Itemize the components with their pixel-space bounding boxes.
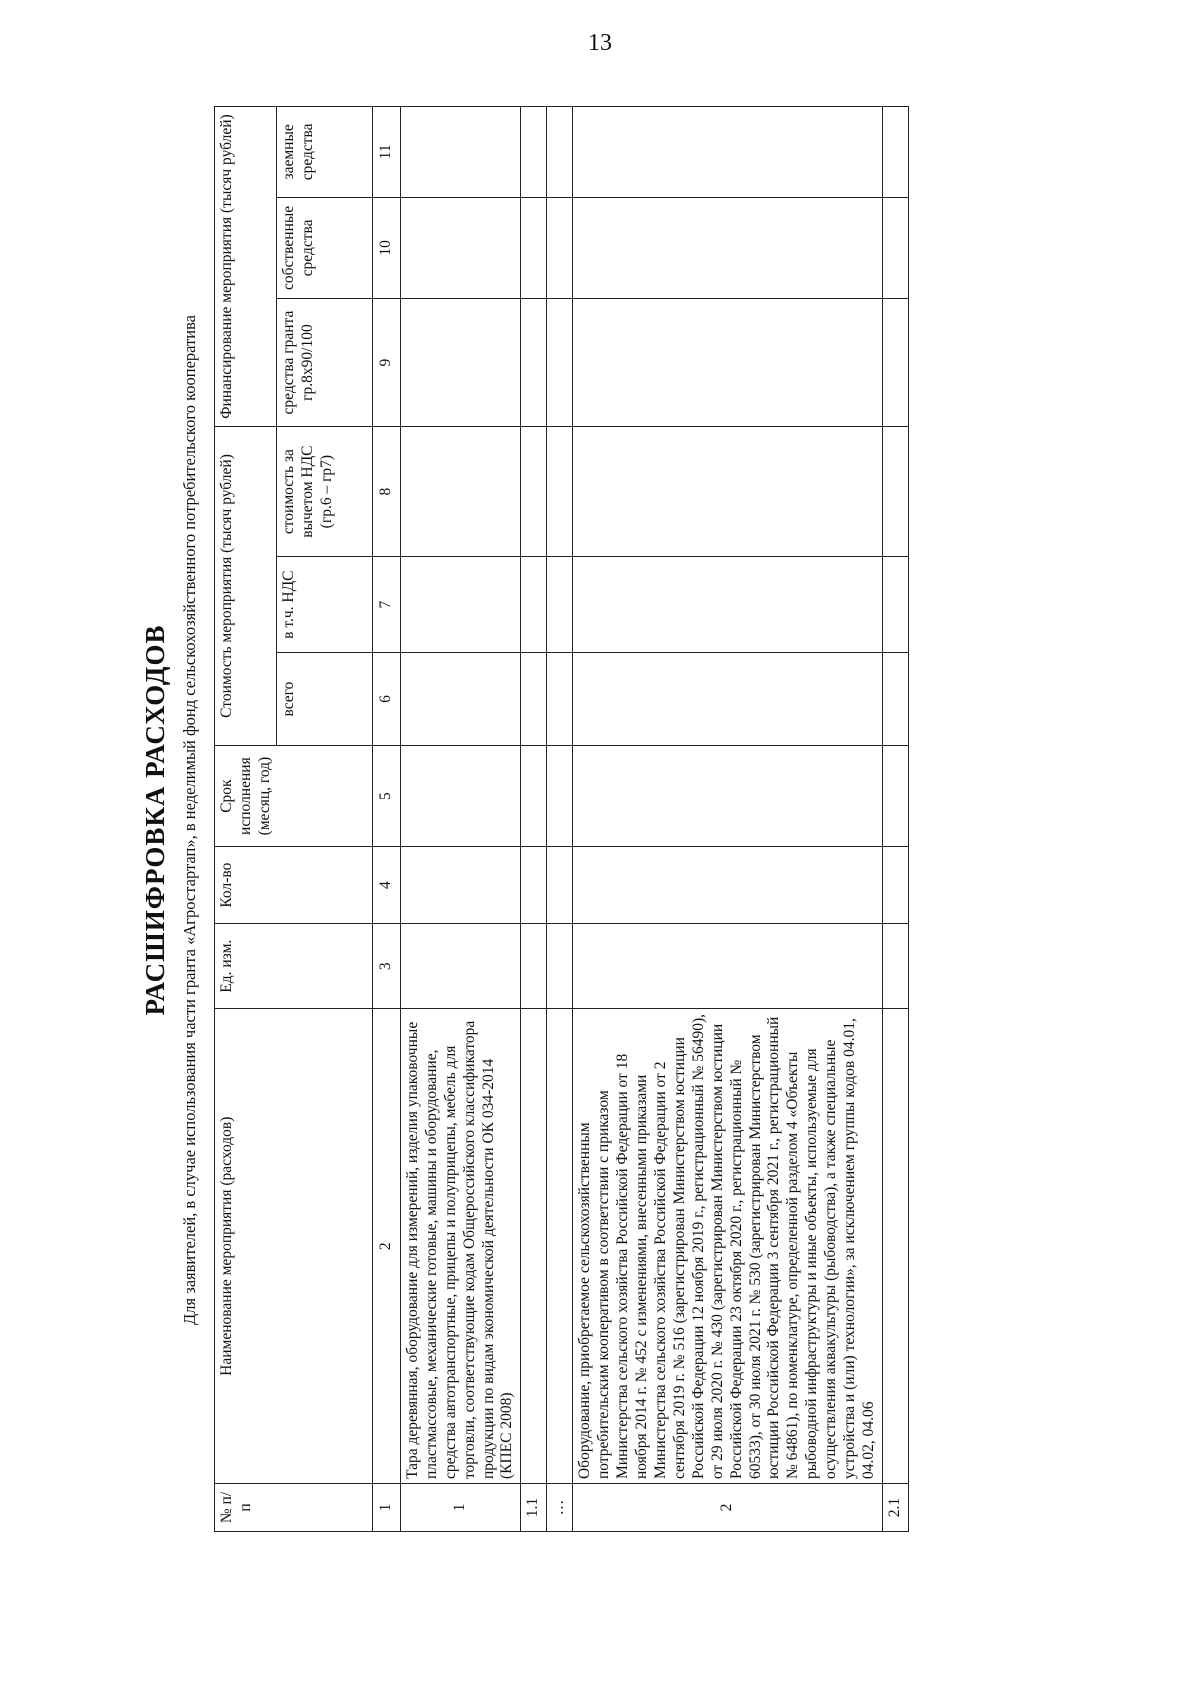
- row-name: Оборудование, приобретаемое сельскохозяйственным потребительским кооперативом в соответствии с приказом Министерства сельского хозяйства Российской Федерации от 18 ноября 2014 г. № 452 с изменениями, внесенными приказами Министерства сельского хозяйства Российской Федерации от 2 сентября 2019 г. № 516 (зарегистрирован Министерством юстиции Российской Федерации 12 ноября 2019 г., регистрационный № 56490), от 29 июля 2020 г. № 430 (зарегистрирован Министерством юстиции Российской Федерации 23 октября 2020 г., регистрационный № 60533), от 30 июля 2021 г. № 530 (зарегистрирован Министерством юстиции Российской Федерации 3 сентября 2021 г., регистрационный № 64861), по номенклатуре, определенной разделом 4 «Объекты рыбоводной инфраструктуры и иные объекты, используемые для осуществления аквакультуры (рыбоводства), а также специальные устройства и (или) технологии», за исключением группы кодов 04.01, 04.02, 04.06: [573, 1009, 883, 1484]
- row-num: 1.1: [521, 1484, 547, 1532]
- column-number: 7: [373, 557, 401, 653]
- document-title: РАСШИФРОВКА РАСХОДОВ: [140, 624, 170, 1016]
- column-number: 10: [373, 197, 401, 298]
- header-fin-group: Финансирование мероприятия (тысяч рублей): [215, 107, 277, 427]
- header-num: № п/п: [215, 1484, 373, 1532]
- column-number: 3: [373, 924, 401, 1009]
- table-row: [400, 107, 520, 1532]
- row-num: 2: [573, 1484, 883, 1532]
- header-fin-loan: заемные средства: [277, 107, 373, 198]
- column-number: 9: [373, 299, 401, 427]
- header-cost-total: всего: [277, 653, 373, 746]
- page-number: 13: [588, 30, 612, 56]
- header-cost-net: стоимость за вычетом НДС (гр.6 – гр7): [277, 427, 373, 557]
- header-term: Срок исполнения (месяц, год): [215, 745, 373, 846]
- header-cost-group: Стоимость мероприятия (тысяч рублей): [215, 427, 277, 746]
- table-row: [573, 107, 883, 1532]
- row-name: [882, 1009, 908, 1484]
- column-number: 2: [373, 1009, 401, 1484]
- document-subtitle: Для заявителей, в случае использования части гранта «Агростартап», в неделимый фонд сельскохозяйственного потребительского кооператива: [180, 315, 199, 1325]
- header-unit: Ед. изм.: [215, 924, 373, 1009]
- column-number: 11: [373, 107, 401, 198]
- table-row: [521, 107, 547, 1532]
- column-number: 1: [373, 1484, 401, 1532]
- table-row: [547, 107, 573, 1532]
- row-num: 1: [400, 1484, 520, 1532]
- rotated-page-content: [140, 80, 1080, 1560]
- row-name: Тара деревянная, оборудование для измерений, изделия упаковочные пластмассовые, механические готовые, машины и оборудование, средства автотранспортные, прицепы и полуприцепы, мебель для торговли, соответствующие кодам Общероссийского классификатора продукции по видам экономической деятельности ОК 034-2014 (КПЕС 2008): [400, 1009, 520, 1484]
- header-cost-vat: в т.ч. НДС: [277, 557, 373, 653]
- column-number: 5: [373, 745, 401, 846]
- row-name: [521, 1009, 547, 1484]
- row-num: 2.1: [882, 1484, 908, 1532]
- header-qty: Кол-во: [215, 847, 373, 924]
- table-row: [882, 107, 908, 1532]
- column-number: 6: [373, 653, 401, 746]
- column-number: 4: [373, 847, 401, 924]
- expenses-table: [214, 106, 909, 1532]
- header-name: Наименование мероприятия (расходов): [215, 1009, 373, 1484]
- row-num: …: [547, 1484, 573, 1532]
- header-fin-own: собственные средства: [277, 197, 373, 298]
- column-number: 8: [373, 427, 401, 557]
- row-name: [547, 1009, 573, 1484]
- header-fin-grant: средства гранта гр.8х90/100: [277, 299, 373, 427]
